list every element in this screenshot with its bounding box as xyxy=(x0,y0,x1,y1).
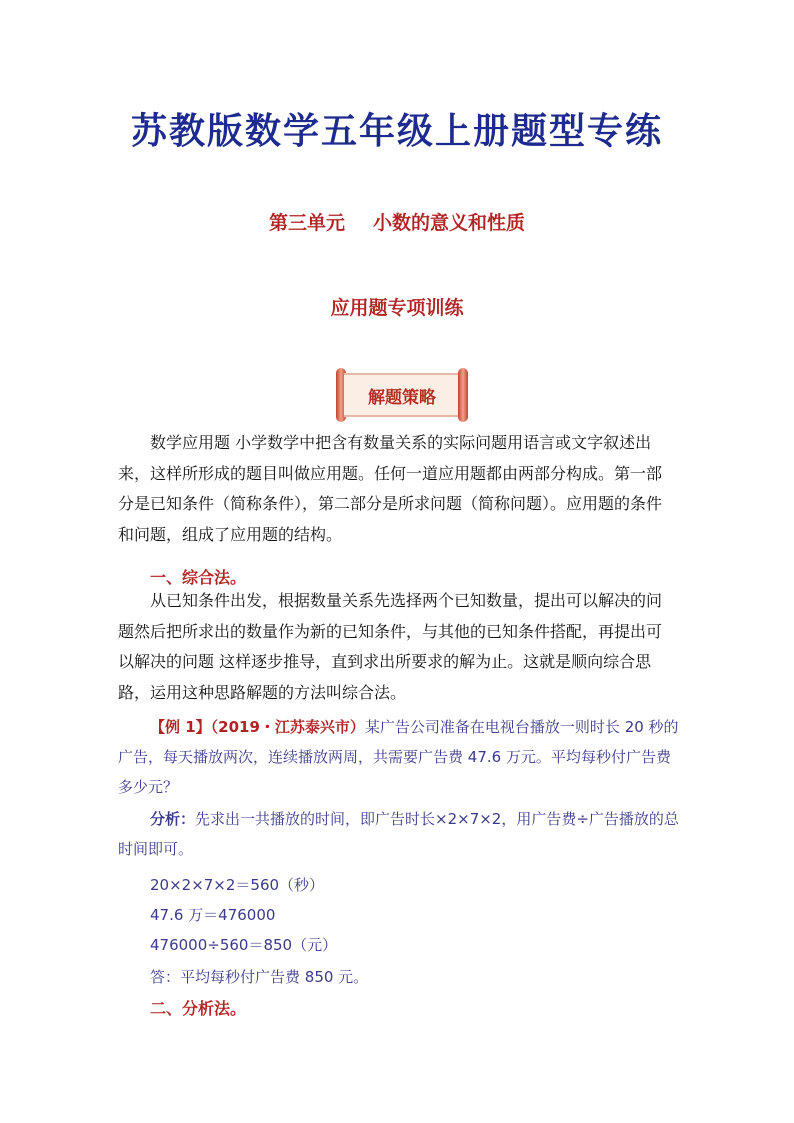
unit-topic: 小数的意义和性质 xyxy=(373,212,526,234)
analysis-block xyxy=(118,804,680,864)
example-text: 某广告公司准备在电视台播放一则时长 20 秒的广告，每天播放两次，连续播放两周，共需要广告费 47.6 万元。平均每秒付广告费多少元？ xyxy=(118,718,679,796)
strategy-label: 解题策略 xyxy=(368,388,436,408)
answer-line: 答：平均每秒付广告费 850 元。 xyxy=(150,968,369,986)
strategy-scroll-badge xyxy=(336,368,468,422)
calc-line-2: 47.6 万＝476000 xyxy=(150,906,276,924)
section-heading-analysis: 二、分析法。 xyxy=(150,999,247,1018)
example-1 xyxy=(118,712,680,802)
analysis-tag: 分析： xyxy=(150,810,196,828)
unit-heading xyxy=(0,208,794,235)
document-title: 苏教版数学五年级上册题型专练 xyxy=(130,110,663,152)
intro-paragraph: 数学应用题 小学数学中把含有数量关系的实际问题用语言或文字叙述出来，这样所形成的题目叫做应用题。任何一道应用题都由两部分构成。第一部分是已知条件（简称条件），第二部分是所求问题（简称问题）。应用题的条件和问题，组成了应用题的结构。 xyxy=(118,433,663,544)
example-tag: 【例 1】（2019・江苏泰兴市） xyxy=(150,718,365,736)
synthesis-paragraph: 从已知条件出发，根据数量关系先选择两个已知数量，提出可以解决的问题然后把所求出的数量作为新的已知条件，与其他的已知条件搭配，再提出可以解决的问题 这样逐步推导，直到求出所要求的解为止。这就是顺向综合思路，运用这种思路解题的方法叫综合法。 xyxy=(118,591,663,702)
unit-number: 第三单元 xyxy=(268,212,345,234)
calc-line-1: 20×2×7×2＝560（秒） xyxy=(150,876,325,894)
calc-line-3: 476000÷560＝850（元） xyxy=(150,936,338,954)
training-heading: 应用题专项训练 xyxy=(330,297,464,319)
section-heading-synthesis: 一、综合法。 xyxy=(150,568,247,587)
analysis-text: 先求出一共播放的时间，即广告时长×2×7×2，用广告费÷广告播放的总时间即可。 xyxy=(118,810,679,858)
